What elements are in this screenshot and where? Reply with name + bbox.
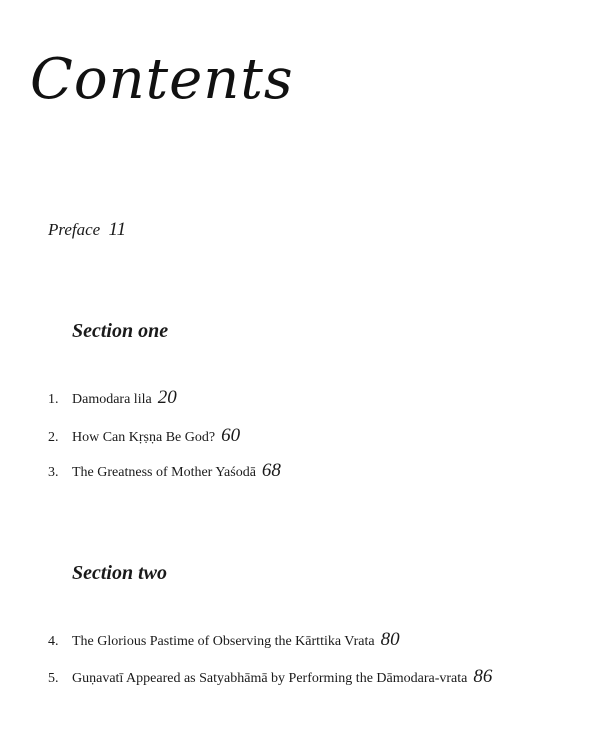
entry-page-number: 86	[473, 666, 493, 687]
toc-entry-1	[48, 387, 177, 411]
entry-page-number: 80	[380, 629, 400, 650]
entry-number: 3.	[48, 465, 59, 480]
entry-number: 1.	[48, 392, 59, 407]
entry-page-number: 60	[221, 425, 241, 446]
toc-entry-2	[48, 425, 240, 449]
toc-entry-5	[48, 666, 492, 690]
entry-number: 5.	[48, 671, 59, 686]
entry-title: How Can Kṛṣṇa Be God?	[72, 430, 216, 445]
preface-page-number: 11	[108, 219, 127, 240]
preface-entry	[48, 218, 126, 242]
section-heading-one: Section one	[72, 320, 169, 342]
entry-number: 4.	[48, 634, 59, 649]
toc-entry-3	[48, 460, 281, 484]
preface-label: Preface	[48, 220, 101, 239]
entry-title: Damodara lila	[72, 392, 152, 407]
entry-number: 2.	[48, 430, 59, 445]
entry-page-number: 20	[157, 387, 177, 408]
section-heading-two: Section two	[72, 562, 168, 584]
toc-entry-4	[48, 629, 400, 653]
entry-title: Guṇavatī Appeared as Satyabhāmā by Performing the Dāmodara-vrata	[72, 671, 468, 686]
entry-page-number: 68	[261, 460, 281, 481]
entry-title: The Glorious Pastime of Observing the Kārttika Vrata	[72, 634, 375, 649]
page-title: Contents	[30, 47, 294, 112]
entry-title: The Greatness of Mother Yaśodā	[72, 465, 256, 480]
